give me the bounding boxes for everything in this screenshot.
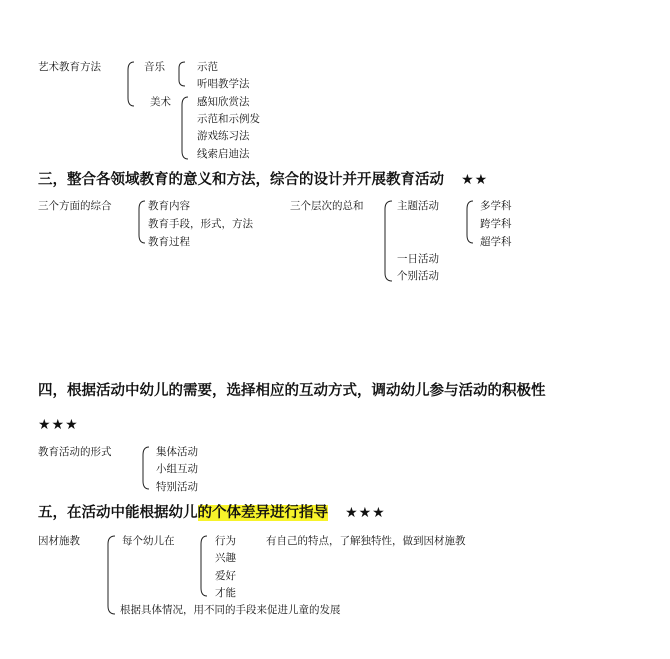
forms-brace	[141, 447, 151, 489]
music-item: 示范	[197, 61, 218, 73]
levels-label: 三个层次的总和	[290, 200, 364, 212]
levels-brace	[382, 201, 394, 281]
fine-art-item: 感知欣赏法	[197, 96, 250, 108]
section3-heading-text: 三，整合各领域教育的意义和方法，综合的设计并开展教育活动	[38, 172, 444, 188]
levels-item: 个别活动	[397, 270, 439, 282]
conclusion-text: 根据具体情况，用不同的手段来促进儿童的发展	[120, 604, 341, 616]
levels-item: 一日活动	[397, 253, 439, 265]
aspects-item: 教育手段，形式，方法	[148, 218, 253, 230]
aspects-item: 教育内容	[148, 200, 190, 212]
section4-stars: ★★★	[38, 417, 79, 433]
forms-label: 教育活动的形式	[38, 446, 112, 458]
section5-heading-highlight: 的个体差异进行指导	[197, 505, 328, 521]
each-child-item: 爱好	[215, 570, 236, 582]
aspects-item: 教育过程	[148, 236, 190, 248]
music-item: 听唱教学法	[197, 78, 250, 90]
each-child-brace	[199, 536, 209, 596]
fine-art-brace	[180, 97, 190, 159]
each-child-item: 行为	[215, 535, 236, 547]
music-brace	[177, 62, 187, 86]
theme-item: 多学科	[480, 200, 512, 212]
theme-brace	[465, 201, 475, 243]
each-child-item: 才能	[215, 587, 236, 599]
section3-stars: ★★	[461, 172, 489, 188]
aspects-label: 三个方面的综合	[38, 200, 112, 212]
tailored-teaching-label: 因材施教	[38, 535, 80, 547]
art-methods-title: 艺术教育方法	[38, 61, 101, 73]
each-child-label: 每个幼儿在	[122, 535, 175, 547]
fine-art-item: 线索启迪法	[197, 148, 250, 160]
music-label: 音乐	[144, 61, 165, 73]
section5-heading-text: 五，在活动中能根据幼儿	[38, 505, 198, 521]
each-child-item: 兴趣	[215, 552, 236, 564]
forms-item: 小组互动	[156, 463, 198, 475]
fine-art-item: 示范和示例发	[197, 113, 260, 125]
aspects-brace	[137, 201, 147, 243]
theme-activity-label: 主题活动	[397, 200, 439, 212]
forms-item: 特别活动	[156, 481, 198, 493]
art-methods-brace	[126, 62, 136, 106]
forms-item: 集体活动	[156, 446, 198, 458]
fine-art-label: 美术	[150, 96, 171, 108]
section3-heading	[38, 170, 488, 190]
fine-art-item: 游戏练习法	[197, 130, 250, 142]
section4-heading: 四，根据活动中幼儿的需要，选择相应的互动方式，调动幼儿参与活动的积极性	[38, 383, 546, 399]
section5-heading	[38, 503, 386, 523]
section5-stars: ★★★	[345, 505, 386, 521]
theme-item: 跨学科	[480, 218, 512, 230]
each-child-note: 有自己的特点，了解独特性，做到因材施教	[266, 535, 466, 547]
theme-item: 超学科	[480, 236, 512, 248]
tailored-teaching-brace	[105, 536, 117, 614]
